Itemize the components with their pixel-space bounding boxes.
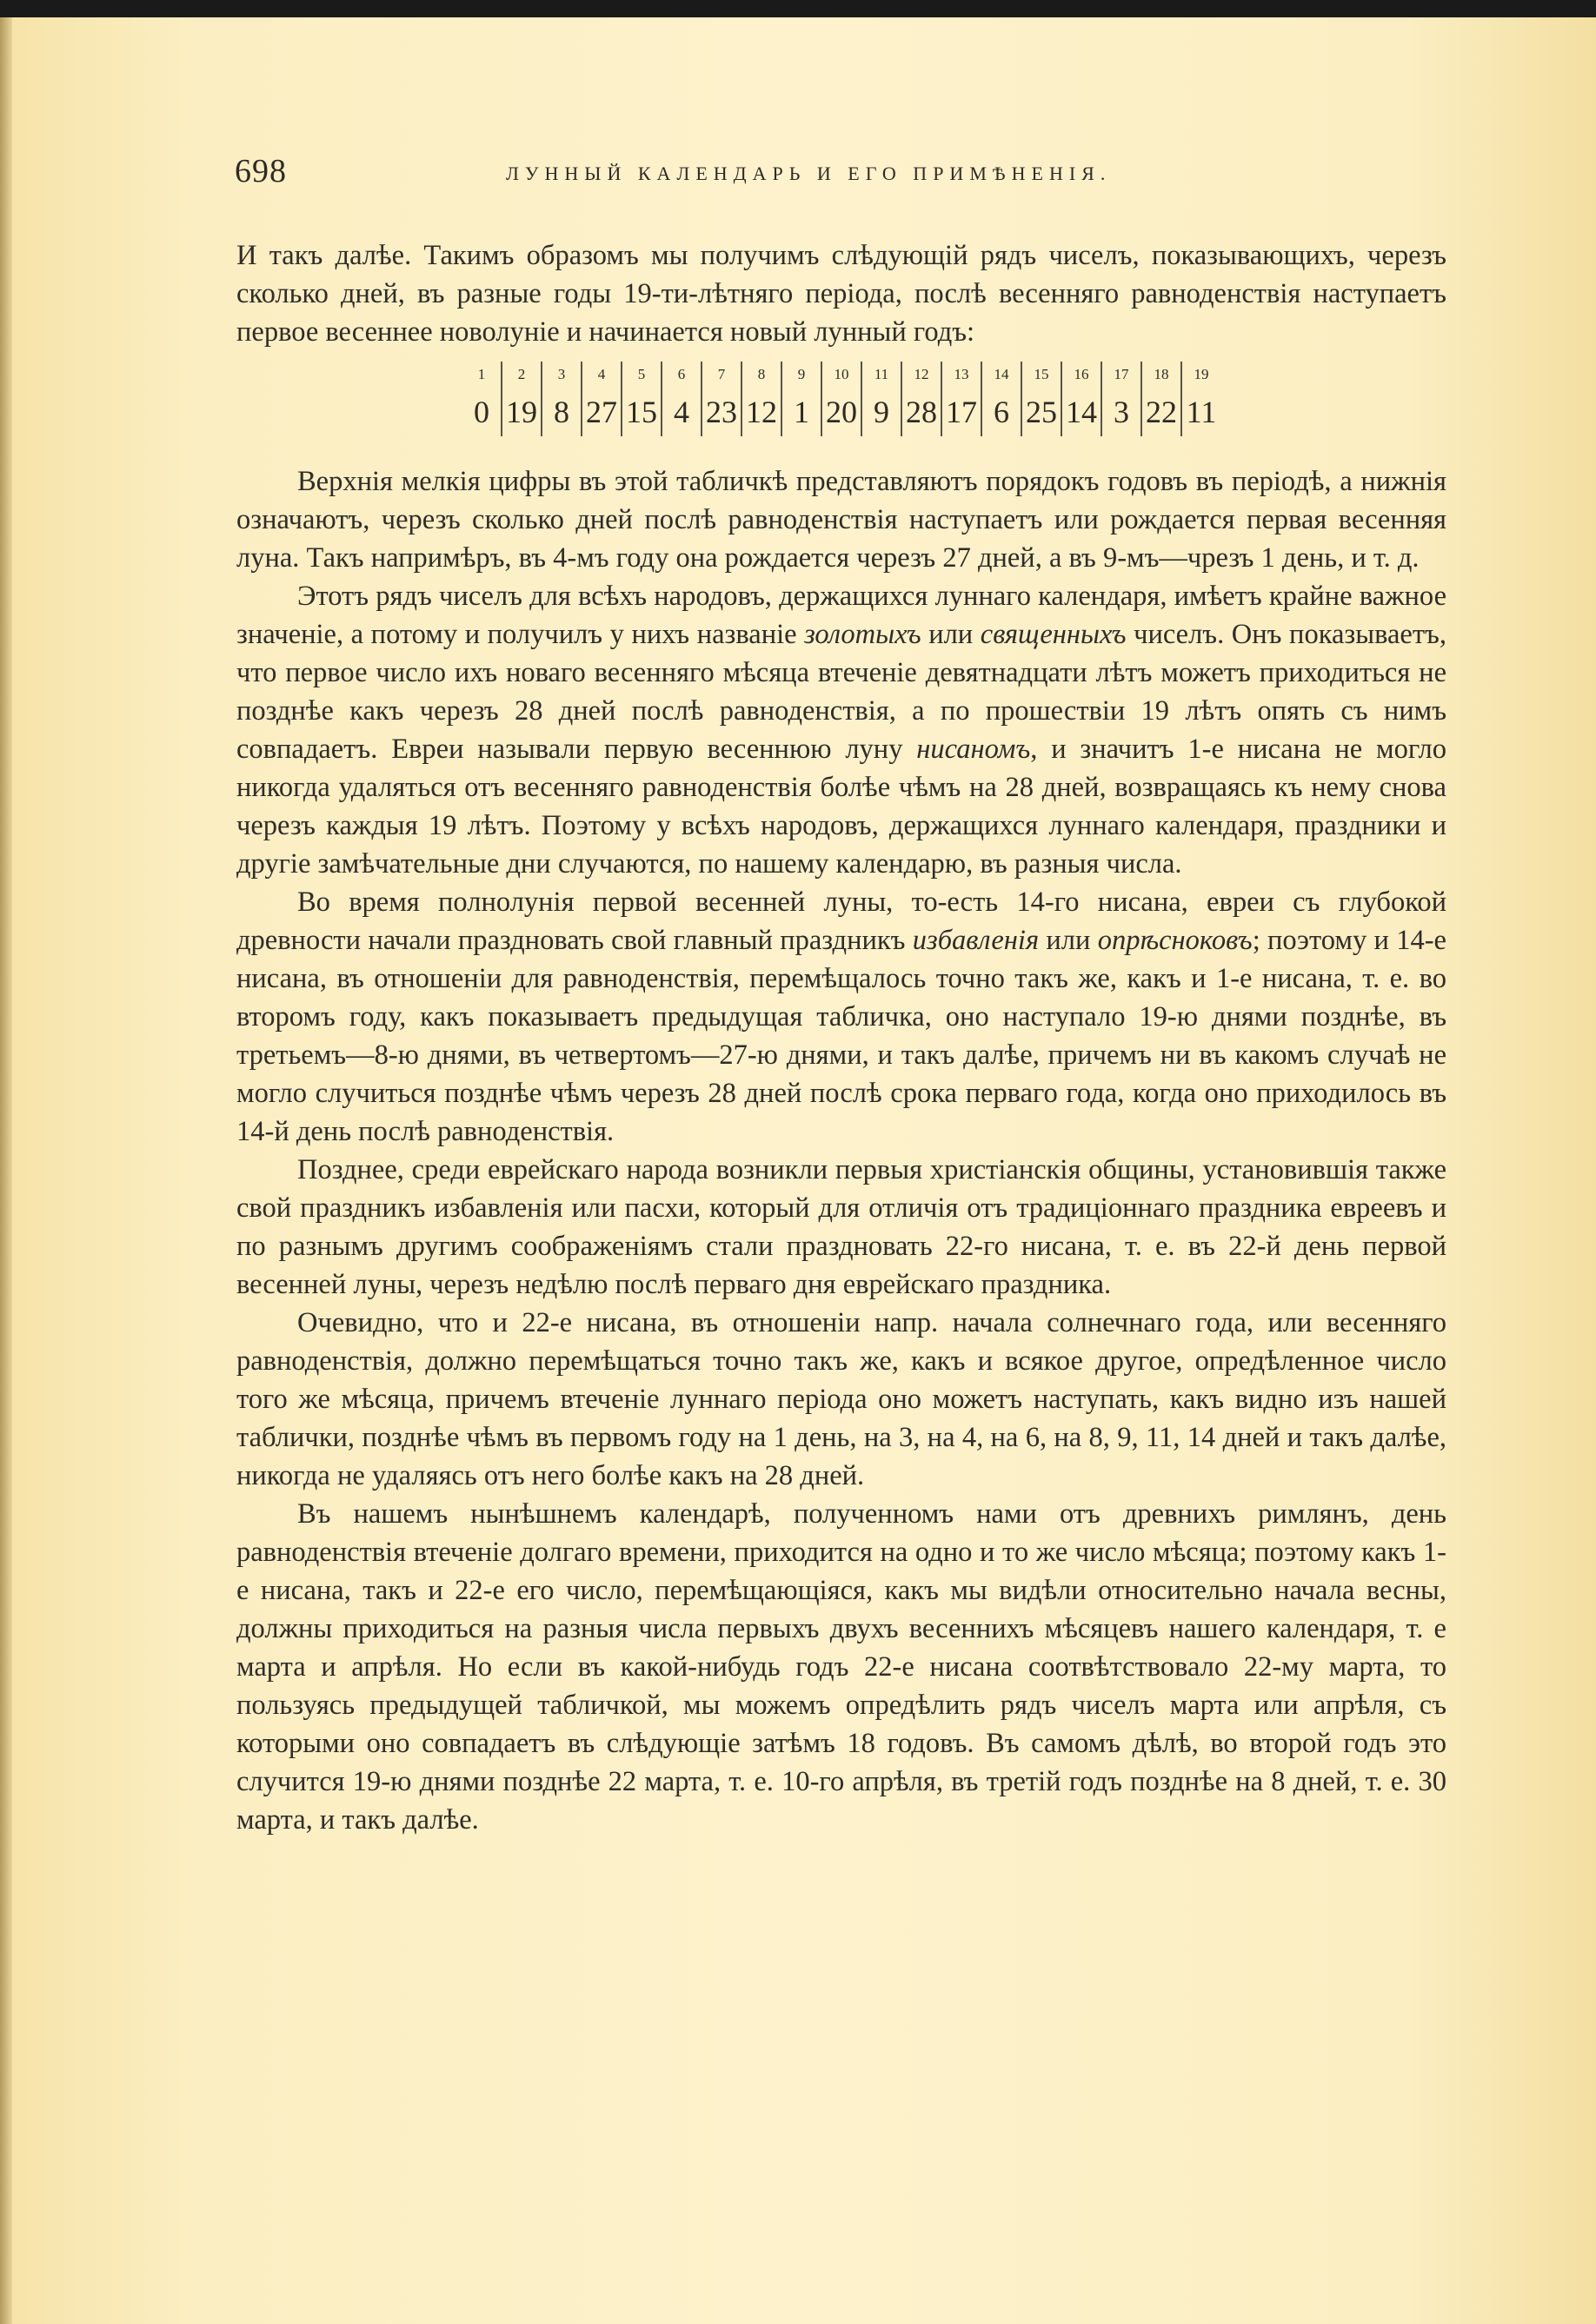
table-cell-year: 14 [981, 362, 1021, 388]
table-cell-year: 18 [1141, 362, 1181, 388]
table-cell-days: 20 [821, 388, 861, 436]
table-cell-days: 27 [582, 388, 622, 436]
table-cell-year: 17 [1101, 362, 1141, 388]
italic-term: золотыхъ [804, 619, 921, 650]
table-cell-days: 11 [1181, 388, 1220, 436]
paragraph [236, 883, 1446, 1151]
running-title: ЛУННЫЙ КАЛЕНДАРЬ И ЕГО ПРИМѢНЕНІЯ. [506, 163, 1112, 184]
table-cell-days: 25 [1021, 388, 1061, 436]
intro-paragraph: И такъ далѣе. Такимъ образомъ мы получимъ слѣдующій рядъ чиселъ, показывающихъ, черезъ сколько дней, въ разные годы 19-ти-лѣтняго періода, послѣ весенняго равноденствія наступаетъ первое весеннее новолуніе и начинается новый лунный годъ: [236, 240, 1446, 348]
table-cell-year: 16 [1061, 362, 1101, 388]
text-run: , и значитъ 1-е нисана не могло никогда удаляться отъ весенняго равноденствія болѣе чѣмъ на 28 дней, возвращаясь къ нему снова черезъ каждыя 19 лѣтъ. Поэтому у всѣхъ народовъ, держащихся луннаго календаря, праздники и другіе замѣчательные дни случаются, по нашему календарю, въ разныя числа. [236, 734, 1447, 880]
paragraphs [236, 462, 1446, 1839]
golden-numbers-table [462, 362, 1220, 436]
table-row-days [462, 388, 1220, 436]
text-run: Во время полнолунія первой весенней луны, то-есть 14-го нисана, евреи съ глубокой древности начали праздновать свой главный праздникъ [236, 886, 1446, 956]
table-cell-days: 0 [474, 395, 489, 429]
paragraph [236, 1304, 1446, 1495]
body-text [236, 236, 1446, 1839]
page-number: 698 [235, 153, 287, 189]
text-run: или [921, 619, 981, 650]
table-cell-year: 10 [821, 362, 861, 388]
table-cell-year: 13 [941, 362, 981, 388]
paragraph [236, 1495, 1446, 1839]
table-cell-days: 15 [622, 388, 662, 436]
paragraph [236, 462, 1446, 577]
table-cell-year: 7 [702, 362, 741, 388]
italic-term: опрѣсноковъ [1097, 925, 1253, 956]
text-run: или [1039, 925, 1098, 956]
table-cell-days: 23 [702, 388, 741, 436]
book-page [0, 17, 1596, 2324]
table-cell-year: 1 [477, 366, 486, 382]
text-run: Въ нашемъ нынѣшнемъ календарѣ, полученномъ нами отъ древнихъ римлянъ, день равноденствія втеченіе долгаго времени, приходится на одно и то же число мѣсяца; поэтому какъ 1-е нисана, такъ и 22-е его число, перемѣщающіяся, какъ мы видѣли относительно начала весны, должны приходиться на разныя числа первыхъ двухъ весеннихъ мѣсяцевъ нашего календаря, т. е марта и апрѣля. Но если въ какой-нибудь годъ 22-е нисана соотвѣтствовало 22-му марта, то пользуясь предыдущей табличкой, мы можемъ опредѣлить рядъ чиселъ марта или апрѣля, съ которыми оно совпадаетъ въ слѣдующіе затѣмъ 18 годовъ. Въ самомъ дѣлѣ, во второй годъ это случится 19-ю днями позднѣе 22 марта, т. е. 10-го апрѣля, въ третій годъ позднѣе на 8 дней, т. е. 30 марта, и такъ далѣе. [236, 1498, 1446, 1836]
table-cell-year: 6 [662, 362, 702, 388]
text-run: Верхнія мелкія цифры въ этой табличкѣ представляютъ порядокъ годовъ въ періодѣ, а нижнія означаютъ, черезъ сколько дней послѣ равноденствія наступаетъ или рождается первая весенняя луна. Такъ напримѣръ, въ 4-мъ году она рождается черезъ 27 дней, а въ 9-мъ—чрезъ 1 день, и т. д. [236, 466, 1446, 574]
table-row-years [462, 362, 1220, 388]
table-cell-days: 1 [781, 388, 821, 436]
page-binding-edge [0, 17, 12, 2324]
text-run: Этотъ рядъ чиселъ для всѣхъ народовъ, держащихся луннаго календаря, имѣетъ крайне важное значеніе, а потому и получилъ у нихъ названіе [236, 581, 1446, 650]
italic-term: священныхъ [980, 619, 1127, 650]
table-cell-year: 8 [741, 362, 781, 388]
text-run: чиселъ. Онъ показываетъ, что первое число ихъ новаго весенняго мѣсяца втеченіе девятнадцати лѣтъ можетъ приходиться не позднѣе какъ черезъ 28 дней послѣ равноденствія, а по прошествіи 19 лѣтъ опять съ нимъ совпадаетъ. Евреи называли первую весеннюю луну [236, 619, 1446, 765]
table-cell-year: 15 [1021, 362, 1061, 388]
table-cell-days: 4 [662, 388, 702, 436]
table-cell-days: 17 [941, 388, 981, 436]
table-cell-days: 19 [502, 388, 542, 436]
paragraph [236, 577, 1446, 883]
paragraph [236, 1151, 1446, 1304]
table-cell-days: 9 [861, 388, 901, 436]
table-cell-days: 8 [542, 388, 582, 436]
table-cell-year: 3 [542, 362, 582, 388]
italic-term: избавленія [912, 925, 1040, 956]
table-cell-year: 2 [502, 362, 542, 388]
table-cell-days: 14 [1061, 388, 1101, 436]
table-cell-year: 5 [622, 362, 662, 388]
table-cell-year: 11 [861, 362, 901, 388]
table-cell-days: 3 [1101, 388, 1141, 436]
table-cell-days: 22 [1141, 388, 1181, 436]
text-run: ; поэтому и 14-е нисана, въ отношеніи для равноденствія, перемѣщалось точно такъ же, какъ и 1-е нисана, т. е. во второмъ году, какъ показываетъ предыдущая табличка, оно наступало 19-ю днями позднѣе, въ третьемъ—8-ю днями, въ четвертомъ—27-ю днями, и такъ далѣе, причемъ ни въ какомъ случаѣ не могло случиться позднѣе чѣмъ черезъ 28 дней послѣ срока перваго года, когда оно приходилось въ 14-й день послѣ равноденствія. [236, 925, 1446, 1147]
italic-term: нисаномъ [916, 734, 1031, 765]
table-cell-days: 12 [741, 388, 781, 436]
table-cell-days: 6 [981, 388, 1021, 436]
text-run: Позднее, среди еврейскаго народа возникли первыя христіанскія общины, установившія также свой праздникъ избавленія или пасхи, который для отличія отъ традиціоннаго праздника евреевъ и по разнымъ другимъ соображеніямъ стали праздновать 22-го нисана, т. е. въ 22-й день первой весенней луны, черезъ недѣлю послѣ перваго дня еврейскаго праздника. [236, 1154, 1446, 1300]
table-cell-year: 9 [781, 362, 821, 388]
table-cell-year: 19 [1181, 362, 1220, 388]
text-run: Очевидно, что и 22-е нисана, въ отношеніи напр. начала солнечнаго года, или весенняго равноденствія, должно перемѣщаться точно такъ же, какъ и всякое другое, опредѣленное число того же мѣсяца, причемъ втеченіе луннаго періода оно можетъ наступать, какъ видно изъ нашей таблички, позднѣе чѣмъ въ первомъ году на 1 день, на 3, на 4, на 6, на 8, 9, 11, 14 дней и такъ далѣе, никогда не удаляясь отъ него болѣе какъ на 28 дней. [236, 1307, 1446, 1491]
table-cell-year: 12 [901, 362, 941, 388]
table-cell-year: 4 [582, 362, 622, 388]
table-cell-days: 28 [901, 388, 941, 436]
page-header [235, 152, 1452, 196]
